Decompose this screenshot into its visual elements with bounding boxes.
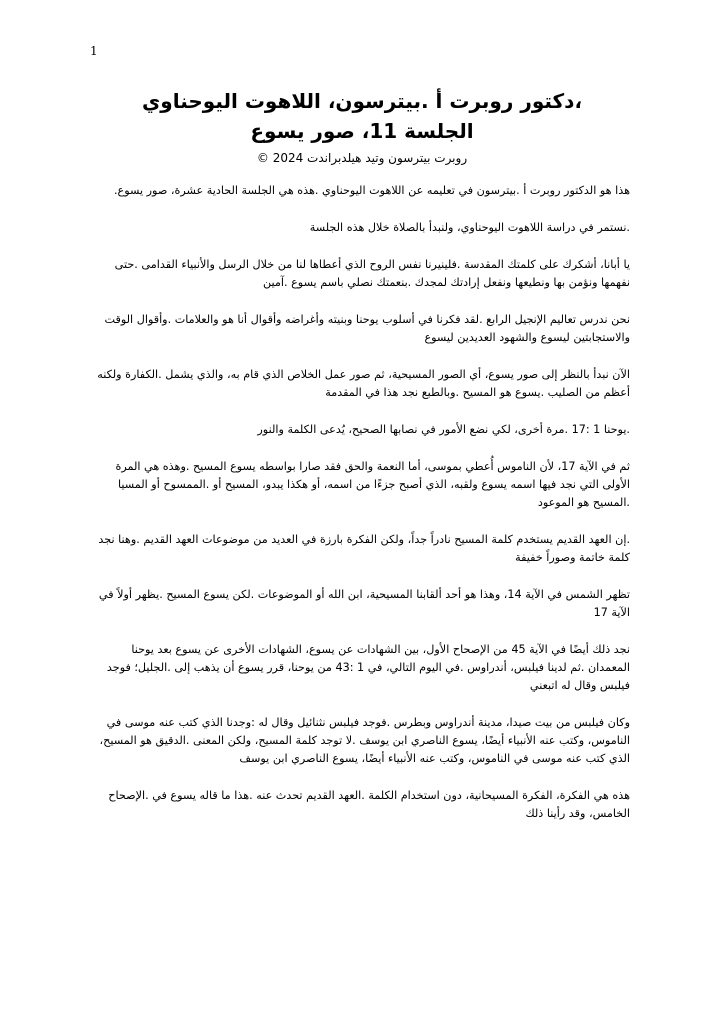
paragraph: نحن ندرس تعاليم الإنجيل الرابع .لقد فكرنا في أسلوب يوحنا وبنيته وأغراضه وأقوال أنا هو والعلامات .وأقوال الوقت والاستجابتين ليسوع والشهود العديدين ليسوع xyxy=(104,313,630,344)
document-body xyxy=(94,182,630,842)
paragraph: الآن نبدأ بالنظر إلى صور يسوع، أي الصور المسيحية، ثم صور عمل الخلاص الذي قام به، والذي يشمل .الكفارة ولكنه أعظم من الصليب .يسوع هو المسيح .وبالطبع نجد هذا في المقدمة xyxy=(97,368,630,399)
paragraph: .نستمر في دراسة اللاهوت اليوحناوي، ولنبدأ بالصلاة خلال هذه الجلسة xyxy=(309,221,630,234)
document-title-line-2: الجلسة 11، صور يسوع xyxy=(250,119,474,143)
paragraph: تظهر الشمس في الآية 14، وهذا هو أحد ألقابنا المسيحية، ابن الله أو الموضوعات .لكن يسوع المسيح .يظهر أولاً في الآية 17 xyxy=(98,588,630,619)
copyright-line: روبرت بيترسون وتيد هيلدبراندت 2024 © xyxy=(256,151,468,165)
paragraph: وكان فيلبس من بيت صيدا، مدينة أندراوس وبطرس .فوجد فيلبس نثنائيل وقال له :وجدنا الذي كتب عنه موسى في الناموس، وكتب عنه الأنبياء أيضًا، يسوع الناصري ابن يوسف .لا توجد كلمة المسيح، ولكن المعنى .الدقيق هو المسيح، الذي كتب عنه موسى في الناموس، وكتب عنه الأنبياء أيضًا، يسوع الناصري ابن يوسف xyxy=(99,716,630,765)
paragraph: هذا هو الدكتور روبرت أ .بيترسون في تعليمه عن اللاهوت اليوحناوي .هذه هي الجلسة الحادية عشرة، صور يسوع. xyxy=(113,184,630,197)
paragraph: نجد ذلك أيضًا في الآية 45 من الإصحاح الأول، بين الشهادات عن يسوع، الشهادات الأخرى عن يسوع بعد يوحنا المعمدان .ثم لدينا فيلبس، أندراوس .في اليوم التالي، في 1 :43 من يوحنا، قرر يسوع أن يذهب إلى .الجليل؛ فوجد فيلبس وقال له اتبعني xyxy=(106,643,630,692)
paragraph: هذه هي الفكرة، الفكرة المسيحانية، دون استخدام الكلمة .العهد القديم تحدث عنه .هذا ما قاله يسوع في .الإصحاح الخامس، وقد رأينا ذلك xyxy=(108,789,630,820)
paragraph: .يوحنا 1 :17 .مرة أخرى، لكي نضع الأمور في نصابها الصحيح، يُدعى الكلمة والنور xyxy=(257,423,630,436)
paragraph: يا أبانا، أشكرك على كلمتك المقدسة .فلينيرنا نفس الروح الذي أعطاها لنا من خلال الرسل والأنبياء القدامى .حتى نفهمها ونؤمن بها ونطيعها ونفعل إرادتك لمجدك .بنعمتك نصلي باسم يسوع .آمين xyxy=(114,258,630,289)
paragraph: .إن العهد القديم يستخدم كلمة المسيح نادراً جداً، ولكن الفكرة بارزة في العديد من موضوعات العهد القديم .وهنا نجد كلمة خاتمة وصوراً خفيفة xyxy=(98,533,630,564)
document-title-line-1: ،دكتور روبرت أ .بيترسون، اللاهوت اليوحناوي xyxy=(141,89,583,113)
paragraph: ثم في الآية 17، لأن الناموس أُعطي بموسى، أما النعمة والحق فقد صارا بواسطه يسوع المسيح .وهذه هي المرة الأولى التي نجد فيها اسمه يسوع ولقبه، الذي أصبح جزءًا من اسمه، أو هكذا يبدو، المسيح أو .الممسوح أو المسيا .المسيح هو الموعود xyxy=(115,460,630,509)
page-number: 1 xyxy=(90,44,98,58)
document-header xyxy=(90,86,634,168)
